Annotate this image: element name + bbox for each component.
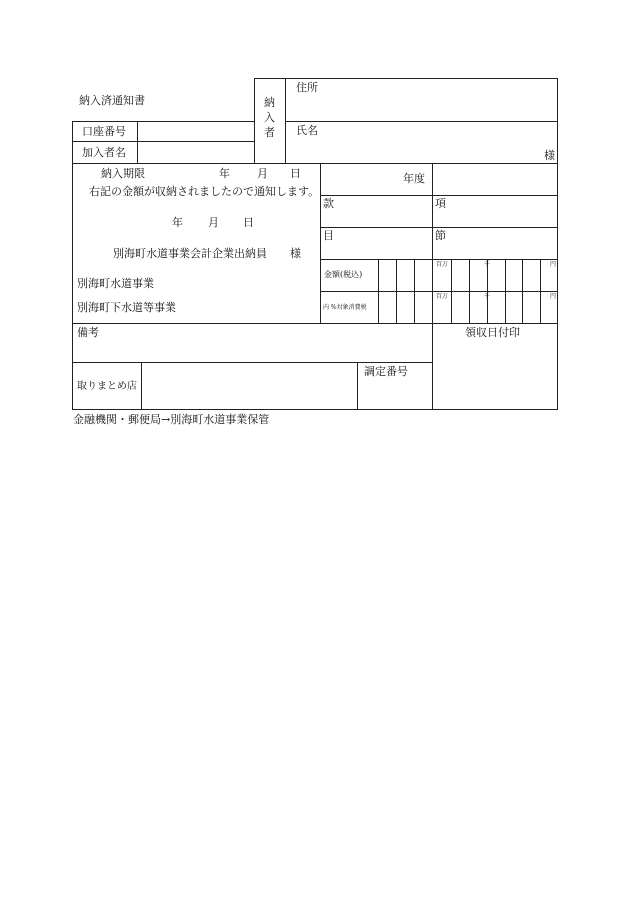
grid-line <box>141 362 142 409</box>
digit-divider <box>396 259 397 323</box>
grid-line <box>72 362 432 363</box>
address-label: 住所 <box>296 81 318 94</box>
grid-line <box>72 141 254 142</box>
grid-line <box>557 78 558 409</box>
grid-line <box>72 121 73 409</box>
remarks-label: 備考 <box>77 326 99 339</box>
fiscal-year-label: 年度 <box>403 172 425 185</box>
receiver-honorific: 様 <box>290 247 301 260</box>
digit-divider <box>378 259 379 323</box>
subscriber-name-field[interactable] <box>140 143 252 161</box>
unit-en-2: 円 <box>550 293 557 300</box>
deadline-label: 納入期限 <box>101 167 145 180</box>
unit-sen-1: 千 <box>484 261 491 268</box>
grid-line <box>285 121 558 122</box>
amount-label: 金額(税込) <box>324 270 363 279</box>
digit-divider <box>451 259 452 323</box>
unit-en-1: 円 <box>550 261 557 268</box>
grid-line <box>72 323 558 324</box>
digit-divider <box>487 259 488 323</box>
payer-label-3: 者 <box>264 126 275 139</box>
deadline-month-unit: 月 <box>257 167 268 180</box>
receiver-name: 別海町水道事業会計企業出納員 <box>113 247 267 260</box>
adjust-number-label: 調定番号 <box>364 365 408 378</box>
moku-label: 目 <box>323 229 334 242</box>
grid-line <box>285 78 286 163</box>
grid-line <box>254 78 558 79</box>
grid-line <box>432 163 433 409</box>
grid-line <box>357 362 358 409</box>
honorific: 様 <box>544 149 555 162</box>
account-number-field[interactable] <box>140 123 252 139</box>
grid-line <box>72 163 558 164</box>
kou-label: 項 <box>435 197 446 210</box>
notice-text: 右記の金額が収納されましたので通知します。 <box>89 185 320 198</box>
grid-line <box>137 121 138 163</box>
deadline-day-unit: 日 <box>290 167 301 180</box>
grid-line <box>320 227 558 228</box>
deadline-year-unit: 年 <box>219 167 230 180</box>
grid-line <box>254 78 255 163</box>
kan-label: 款 <box>323 197 334 210</box>
unit-hyakuman-1: 百万 <box>436 261 449 268</box>
notice-month-unit: 月 <box>208 216 219 229</box>
notice-year-unit: 年 <box>172 216 183 229</box>
business-water: 別海町水道事業 <box>77 277 154 290</box>
payer-label-2: 入 <box>264 111 275 124</box>
unit-sen-2: 千 <box>484 293 491 300</box>
grid-line <box>320 195 558 196</box>
unit-hyakuman-2: 百万 <box>436 293 449 300</box>
receipt-stamp-label: 領収日付印 <box>465 326 520 339</box>
aggregator-label: 取りまとめ店 <box>77 381 137 392</box>
notice-day-unit: 日 <box>243 216 254 229</box>
payer-label-1: 納 <box>264 96 275 109</box>
digit-divider <box>505 259 506 323</box>
digit-divider <box>414 259 415 323</box>
business-sewer: 別海町下水道等事業 <box>77 301 176 314</box>
digit-divider <box>522 259 523 323</box>
digit-divider <box>540 259 541 323</box>
digit-divider <box>469 259 470 323</box>
setsu-label: 節 <box>435 229 446 242</box>
name-label: 氏名 <box>296 124 318 137</box>
tax-label: 内 %対象消費税 <box>323 304 367 311</box>
grid-line <box>72 409 558 410</box>
subscriber-name-label: 加入者名 <box>82 146 126 159</box>
form-title: 納入済通知書 <box>79 94 145 107</box>
footer-note: 金融機関・郵便局→別海町水道事業保管 <box>73 413 270 426</box>
grid-line <box>72 121 254 122</box>
account-number-label: 口座番号 <box>82 125 126 138</box>
